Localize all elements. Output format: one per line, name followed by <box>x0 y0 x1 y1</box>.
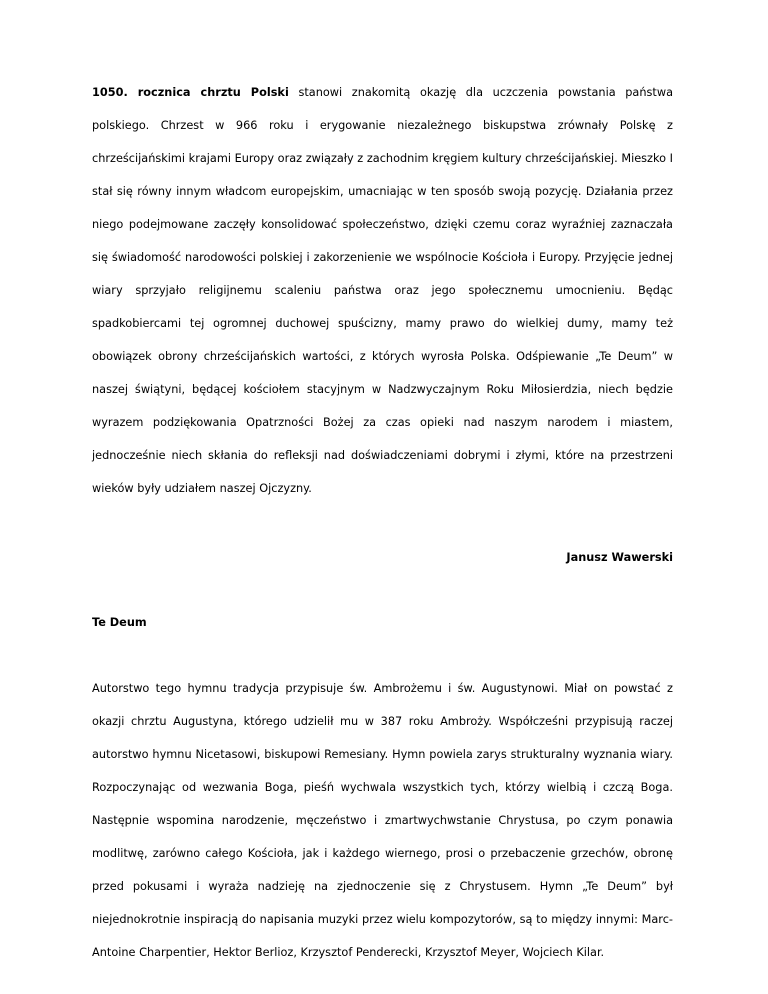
section-paragraph: Autorstwo tego hymnu tradycja przypisuje św. Ambrożemu i św. Augustynowi. Miał on powstać z okazji chrztu Augustyna, którego udzielił mu w 387 roku Ambroży. Współcześni przypisują raczej autorstwo hymnu Nicetasowi, biskupowi Remesiany. Hymn powiela zarys strukturalny wyznania wiary. Rozpoczynając od wezwania Boga, pieśń wychwala wszystkich tych, którzy wielbią i czczą Boga. Następnie wspomina narodzenie, męczeństwo i zmartwychwstanie Chrystusa, po czym ponawia modlitwę, zarówno całego Kościoła, jak i każdego wiernego, prosi o przebaczenie grzechów, obronę przed pokusami i wyraża nadzieję na zjednoczenie się z Chrystusem. Hymn „Te Deum” był niejednokrotnie inspiracją do napisania muzyki przez wielu kompozytorów, są to między innymi: Marc-Antoine Charpentier, Hektor Berlioz, Krzysztof Penderecki, Krzysztof Meyer, Wojciech Kilar. <box>92 682 673 959</box>
intro-lead-bold: 1050. rocznica chrztu Polski <box>92 86 289 99</box>
intro-text: stanowi znakomitą okazję dla uczczenia powstania państwa polskiego. Chrzest w 966 roku i erygowanie niezależnego biskupstwa zrównały Polskę z chrześcijańskimi krajami Europy oraz związały z zachodnim kręgiem kultury chrześcijańskiej. Mieszko I stał się równy innym władcom europejskim, umacniając w ten sposób swoją pozycję. Działania przez niego podejmowane zaczęły konsolidować społeczeństwo, dzięki czemu coraz wyraźniej zaznaczała się świadomość narodowości polskiej i zakorzenienie we wspólnocie Kościoła i Europy. Przyjęcie jednej wiary sprzyjało religijnemu scaleniu państwa oraz jego społecznemu umocnieniu. Będąc spadkobiercami tej ogromnej duchowej spuścizny, mamy prawo do wielkiej dumy, mamy też obowiązek obrony chrześcijańskich wartości, z których wyrosła Polska. Odśpiewanie „Te Deum” w naszej świątyni, będącej kościołem stacyjnym w Nadzwyczajnym Roku Miłosierdzia, niech będzie wyrazem podziękowania Opatrzności Bożej za czas opieki nad naszym narodem i miastem, jednocześnie niech skłania do refleksji nad doświadczeniami dobrymi i złymi, które na przestrzeni wieków były udziałem naszej Ojczyzny. <box>92 86 673 495</box>
section-heading: Te Deum <box>92 616 147 629</box>
intro-paragraph <box>92 76 673 505</box>
author-signature: Janusz Wawerski <box>566 551 673 564</box>
